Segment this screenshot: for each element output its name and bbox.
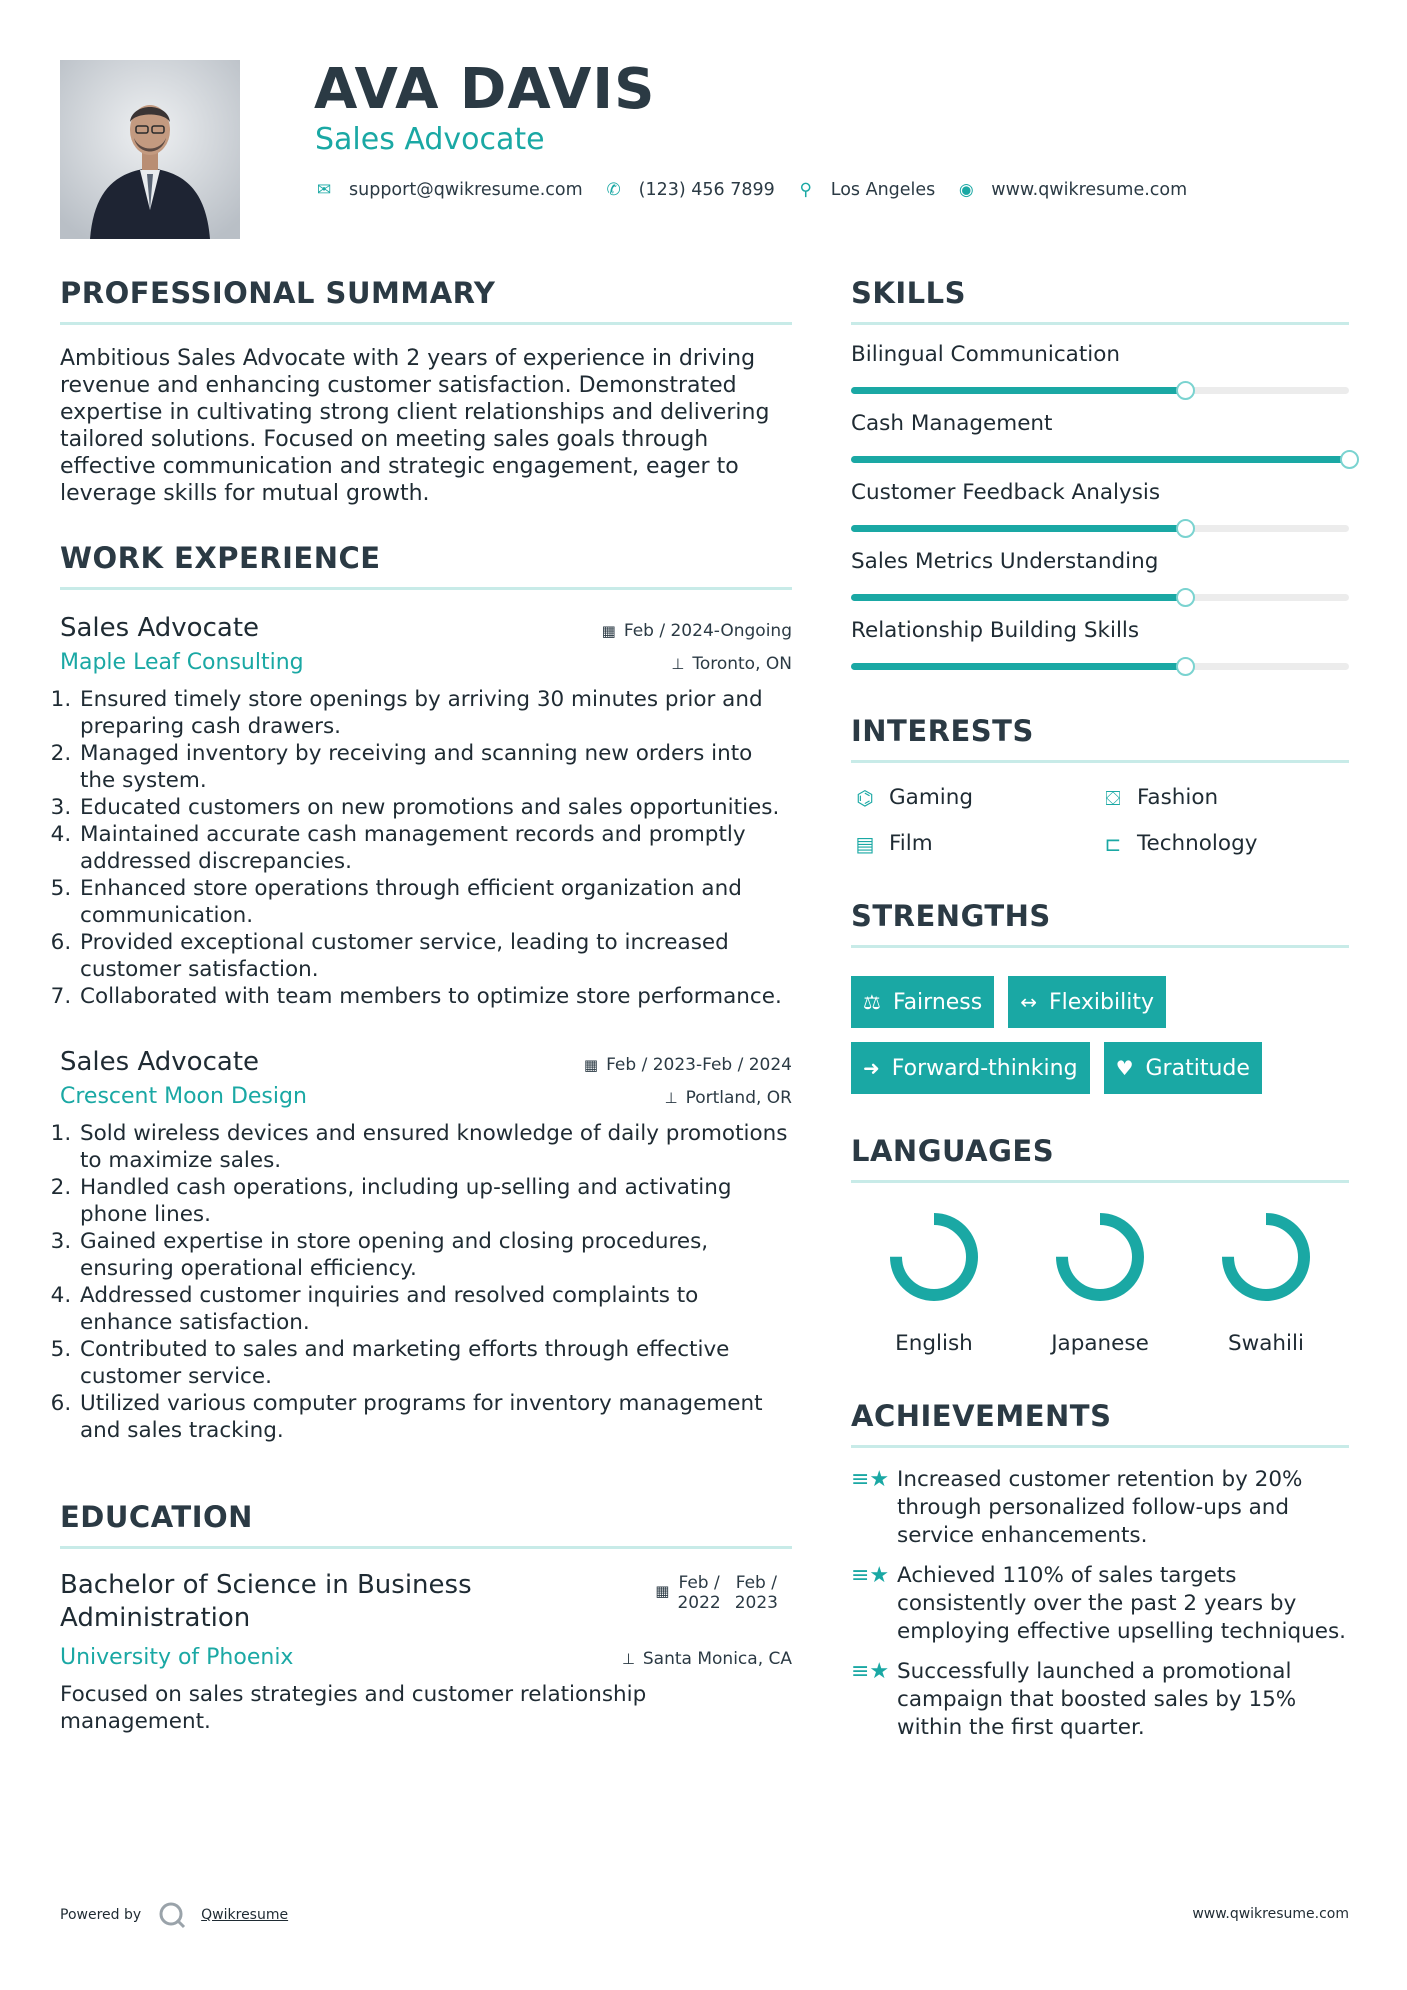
duty-item: 1. Sold wireless devices and ensured knowledge of daily promotions to maximize sales. xyxy=(78,1120,792,1174)
education-location xyxy=(622,1649,792,1669)
interest-item xyxy=(1099,829,1349,859)
language-name: Japanese xyxy=(1051,1331,1149,1356)
section-divider xyxy=(60,1546,792,1549)
pin-icon: ⊥ xyxy=(671,655,685,673)
job-location-text: Portland, OR xyxy=(685,1088,792,1108)
job-location xyxy=(671,654,792,674)
arrow-right-icon: ➜ xyxy=(863,1056,880,1080)
strengths-list xyxy=(851,962,1349,1094)
job-location-text: Toronto, ON xyxy=(692,654,792,674)
contact-website[interactable] xyxy=(957,180,1187,200)
section-divider xyxy=(60,587,792,590)
skill-item xyxy=(851,617,1349,670)
laptop-icon: ⊏ xyxy=(1104,832,1122,856)
arrows-horizontal-icon: ↔ xyxy=(1020,990,1037,1014)
education-heading: EDUCATION xyxy=(60,1500,253,1534)
education-description: Focused on sales strategies and customer relationship management. xyxy=(60,1682,647,1734)
education-start-year: 2022 xyxy=(677,1593,721,1613)
section-divider xyxy=(851,945,1349,948)
contact-location-text: Los Angeles xyxy=(830,180,936,200)
envelope-icon: ✉ xyxy=(316,180,332,200)
section-divider xyxy=(851,322,1349,325)
skill-bar-fill xyxy=(851,387,1185,394)
education-end xyxy=(735,1573,778,1635)
skill-bar-knob xyxy=(1176,519,1195,538)
left-column xyxy=(60,276,792,1735)
contact-phone[interactable] xyxy=(605,180,775,200)
achievements-heading: ACHIEVEMENTS xyxy=(851,1399,1112,1433)
duty-item: 2. Handled cash operations, including up-selling and activating phone lines. xyxy=(78,1174,792,1228)
skill-bar-fill xyxy=(851,663,1185,670)
strengths-section xyxy=(851,899,1349,1094)
strength-chip xyxy=(851,1042,1090,1094)
contact-email-text: support@qwikresume.com xyxy=(349,180,583,200)
section-divider xyxy=(851,1180,1349,1183)
duty-item: 3. Educated customers on new promotions and sales opportunities. xyxy=(78,794,792,821)
skills-heading: SKILLS xyxy=(851,276,966,310)
interest-label: Film xyxy=(889,831,933,856)
skill-name: Bilingual Communication xyxy=(851,342,1121,367)
duty-item: 5. Contributed to sales and marketing efforts through effective customer service. xyxy=(78,1336,792,1390)
skill-bar-fill xyxy=(851,456,1349,463)
achievement-text: Successfully launched a promotional campaign that boosted sales by 15% within the first quarter. xyxy=(897,1659,1297,1740)
skills-section xyxy=(851,276,1349,670)
skill-item xyxy=(851,548,1349,601)
job-company: Crescent Moon Design xyxy=(60,1084,307,1109)
language-item xyxy=(1183,1207,1349,1359)
heart-icon: ♥ xyxy=(1115,1056,1134,1080)
degree-title: Bachelor of Science in Business Administration xyxy=(60,1570,472,1633)
job-entry xyxy=(60,612,792,1010)
education-end-month: Feb / xyxy=(735,1573,777,1593)
duty-item: 6. Utilized various computer programs for inventory management and sales tracking. xyxy=(78,1390,792,1444)
qwikresume-logo-icon xyxy=(157,1900,187,1930)
interests-heading: INTERESTS xyxy=(851,714,1034,748)
interest-item xyxy=(1099,783,1349,813)
interests-list xyxy=(851,783,1349,859)
shopping-bag-icon: ⛋ xyxy=(1105,786,1121,810)
job-title: Sales Advocate xyxy=(60,613,260,643)
language-item xyxy=(1017,1207,1183,1359)
job-dates xyxy=(602,621,792,641)
skill-bar-fill xyxy=(851,594,1185,601)
interest-label: Gaming xyxy=(889,785,974,810)
skill-bar xyxy=(851,594,1349,601)
candidate-name: AVA DAVIS xyxy=(314,57,656,122)
skill-name: Relationship Building Skills xyxy=(851,618,1140,643)
achievement-item xyxy=(851,1562,1349,1646)
summary-text: Ambitious Sales Advocate with 2 years of experience in driving revenue and enhancing customer satisfaction. Demonstrated expertise in cultivating strong client relationships and delivering tailored solutions. Focused on meeting sales goals through effective communication and strategic engagement, eager to leverage skills for mutual growth. xyxy=(60,346,770,506)
duty-item: 6. Provided exceptional customer service, leading to increased customer satisfaction. xyxy=(78,929,792,983)
job-dates-text: Feb / 2023-Feb / 2024 xyxy=(606,1055,792,1075)
skill-bar-knob xyxy=(1176,381,1195,400)
skill-name: Cash Management xyxy=(851,411,1053,436)
star-icon: ≡★ xyxy=(851,1659,890,1684)
education-end-year: 2023 xyxy=(734,1593,778,1613)
achievement-item xyxy=(851,1466,1349,1550)
achievement-text: Increased customer retention by 20% through personalized follow-ups and service enhancements. xyxy=(897,1467,1303,1548)
candidate-role: Sales Advocate xyxy=(315,122,545,157)
skill-bar xyxy=(851,525,1349,532)
phone-icon: ✆ xyxy=(606,180,621,200)
balance-scale-icon: ⚖ xyxy=(863,990,881,1014)
job-duties xyxy=(60,686,792,1010)
skill-bar xyxy=(851,456,1349,463)
skill-item xyxy=(851,341,1349,394)
skill-bar-fill xyxy=(851,525,1185,532)
star-icon: ≡★ xyxy=(851,1467,890,1492)
map-marker-icon: ⚲ xyxy=(799,180,812,200)
brand-link[interactable]: Qwikresume xyxy=(201,1907,289,1923)
duty-item: 7. Collaborated with team members to optimize store performance. xyxy=(78,983,792,1010)
experience-heading: WORK EXPERIENCE xyxy=(60,541,381,575)
job-title: Sales Advocate xyxy=(60,1047,260,1077)
interest-item xyxy=(851,783,1099,813)
duty-item: 2. Managed inventory by receiving and scanning new orders into the system. xyxy=(78,740,792,794)
job-dates xyxy=(584,1055,792,1075)
pin-icon: ⊥ xyxy=(664,1089,678,1107)
duty-item: 3. Gained expertise in store opening and closing procedures, ensuring operational efficiency. xyxy=(78,1228,792,1282)
achievement-item xyxy=(851,1658,1349,1742)
summary-heading: PROFESSIONAL SUMMARY xyxy=(60,276,496,310)
interests-section xyxy=(851,714,1349,859)
footer-powered-by xyxy=(60,1900,288,1930)
contact-location xyxy=(797,180,936,200)
footer-website[interactable]: www.qwikresume.com xyxy=(1192,1906,1349,1922)
interest-label: Technology xyxy=(1137,831,1258,856)
languages-list xyxy=(851,1207,1349,1359)
calendar-icon: ▦ xyxy=(601,622,616,640)
school-name: University of Phoenix xyxy=(60,1645,294,1670)
skill-bar-knob xyxy=(1176,588,1195,607)
achievements-section xyxy=(851,1399,1349,1742)
languages-section xyxy=(851,1134,1349,1359)
languages-heading: LANGUAGES xyxy=(851,1134,1055,1168)
calendar-icon: ▦ xyxy=(655,1582,670,1600)
job-company: Maple Leaf Consulting xyxy=(60,650,304,675)
section-divider xyxy=(60,322,792,325)
education-location-text: Santa Monica, CA xyxy=(642,1649,792,1669)
job-location xyxy=(665,1088,793,1108)
skill-name: Customer Feedback Analysis xyxy=(851,480,1161,505)
pin-icon: ⊥ xyxy=(621,1650,635,1668)
contact-website-text: www.qwikresume.com xyxy=(991,180,1188,200)
contact-bar xyxy=(315,180,1209,200)
summary-section xyxy=(60,276,792,507)
globe-icon: ◉ xyxy=(958,180,974,200)
strength-label: Gratitude xyxy=(1145,1055,1250,1081)
contact-phone-text: (123) 456 7899 xyxy=(638,180,775,200)
job-dates-text: Feb / 2024-Ongoing xyxy=(623,621,792,641)
duty-item: 4. Maintained accurate cash management records and promptly addressed discrepancies. xyxy=(78,821,792,875)
film-icon: ▤ xyxy=(855,832,875,856)
skill-bar-knob xyxy=(1176,657,1195,676)
duty-item: 5. Enhanced store operations through efficient organization and communication. xyxy=(78,875,792,929)
right-column xyxy=(851,276,1349,1754)
language-name: Swahili xyxy=(1228,1331,1304,1356)
strength-chip xyxy=(851,976,994,1028)
strength-chip xyxy=(1008,976,1166,1028)
skills-list xyxy=(851,341,1349,670)
strength-label: Fairness xyxy=(892,989,983,1015)
strength-label: Flexibility xyxy=(1049,989,1154,1015)
powered-by-label: Powered by xyxy=(60,1907,142,1923)
education-start-month: Feb / xyxy=(678,1573,720,1593)
language-item xyxy=(851,1207,1017,1359)
language-ring xyxy=(884,1207,984,1307)
calendar-icon: ▦ xyxy=(583,1056,599,1074)
education-section xyxy=(60,1500,792,1735)
duty-item: 4. Addressed customer inquiries and resolved complaints to enhance satisfaction. xyxy=(78,1282,792,1336)
interest-item xyxy=(851,829,1099,859)
skill-item xyxy=(851,479,1349,532)
language-name: English xyxy=(895,1331,973,1356)
experience-section xyxy=(60,541,792,1444)
job-entry xyxy=(60,1046,792,1444)
achievement-text: Achieved 110% of sales targets consistently over the past 2 years by employing effective upselling techniques. xyxy=(897,1563,1347,1644)
duty-item: 1. Ensured timely store openings by arriving 30 minutes prior and preparing cash drawers. xyxy=(78,686,792,740)
contact-email[interactable] xyxy=(315,180,583,200)
section-divider xyxy=(851,1445,1349,1448)
skill-item xyxy=(851,410,1349,463)
language-ring xyxy=(1050,1207,1150,1307)
strength-chip xyxy=(1104,1042,1262,1094)
strengths-heading: STRENGTHS xyxy=(851,899,1051,933)
job-duties xyxy=(60,1120,792,1444)
section-divider xyxy=(851,760,1349,763)
interest-label: Fashion xyxy=(1137,785,1219,810)
achievements-list xyxy=(851,1466,1349,1742)
skill-bar xyxy=(851,387,1349,394)
skill-bar xyxy=(851,663,1349,670)
education-dates xyxy=(655,1573,792,1635)
star-icon: ≡★ xyxy=(851,1563,890,1588)
gamepad-icon: ⌬ xyxy=(856,786,874,810)
profile-photo xyxy=(60,60,240,239)
education-start xyxy=(677,1573,720,1635)
skill-bar-knob xyxy=(1340,450,1359,469)
strength-label: Forward-thinking xyxy=(891,1055,1078,1081)
language-ring xyxy=(1216,1207,1316,1307)
skill-name: Sales Metrics Understanding xyxy=(851,549,1159,574)
